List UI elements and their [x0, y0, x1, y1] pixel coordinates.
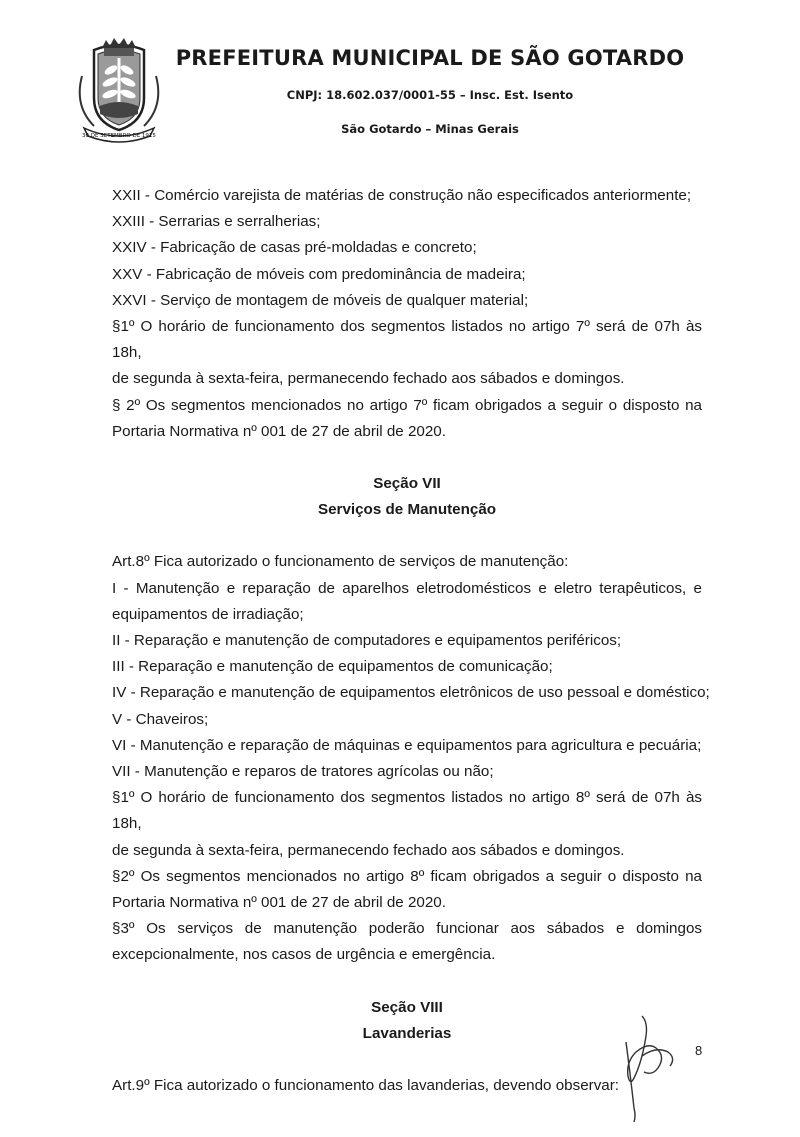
list-item: III - Reparação e manutenção de equipamentos de comunicação; [112, 658, 553, 676]
paragraph-line: de segunda à sexta-feira, permanecendo fechado aos sábados e domingos. [112, 841, 625, 859]
list-item: V - Chaveiros; [112, 710, 209, 728]
paragraph-line: §3º Os serviços de manutenção poderão funcionar aos sábados e domingos [112, 920, 702, 938]
signature-initials-icon [612, 1012, 692, 1124]
list-item: XXIII - Serrarias e serralherias; [112, 213, 321, 231]
section-subtitle: Serviços de Manutenção [317, 501, 497, 519]
page-number: 8 [695, 1043, 703, 1058]
list-item: II - Reparação e manutenção de computadores e equipamentos periféricos; [112, 632, 622, 650]
cnpj-line: CNPJ: 18.602.037/0001-55 – Insc. Est. Isento [286, 88, 574, 102]
section-title: Seção VIII [371, 998, 443, 1016]
paragraph-line: excepcionalmente, nos casos de urgência e emergência. [112, 946, 496, 964]
list-item: equipamentos de irradiação; [112, 605, 304, 623]
list-item: XXVI - Serviço de montagem de móveis de qualquer material; [112, 291, 529, 309]
paragraph-line: § 2º Os segmentos mencionados no artigo 7º ficam obrigados a seguir o disposto na [112, 396, 702, 414]
svg-text:30 DE SETEMBRO DE 1915: 30 DE SETEMBRO DE 1915 [82, 133, 156, 139]
page-title: PREFEITURA MUNICIPAL DE SÃO GOTARDO [175, 46, 685, 70]
paragraph-line: §1º O horário de funcionamento dos segmentos listados no artigo 8º será de 07h às 18h, [112, 789, 702, 833]
paragraph-line: §1º O horário de funcionamento dos segmentos listados no artigo 7º será de 07h às 18h, [112, 318, 702, 362]
section-title: Seção VII [373, 475, 441, 493]
list-item: I - Manutenção e reparação de aparelhos eletrodomésticos e eletro terapêuticos, e [112, 579, 702, 597]
article-intro: Art.8º Fica autorizado o funcionamento de serviços de manutenção: [112, 553, 569, 571]
article-intro: Art.9º Fica autorizado o funcionamento das lavanderias, devendo observar: [112, 1077, 620, 1095]
location-line: São Gotardo – Minas Gerais [341, 122, 519, 136]
paragraph-line: Portaria Normativa nº 001 de 27 de abril de 2020. [112, 422, 446, 440]
list-item: IV - Reparação e manutenção de equipamentos eletrônicos de uso pessoal e doméstico; [112, 684, 710, 702]
paragraph-line: Portaria Normativa nº 001 de 27 de abril de 2020. [112, 894, 446, 912]
list-item: XXIV - Fabricação de casas pré-moldadas e concreto; [112, 239, 477, 257]
section-subtitle: Lavanderias [362, 1024, 452, 1042]
list-item: VI - Manutenção e reparação de máquinas e equipamentos para agricultura e pecuária; [112, 736, 702, 754]
paragraph-line: de segunda à sexta-feira, permanecendo fechado aos sábados e domingos. [112, 370, 625, 388]
document-body [112, 183, 710, 1099]
list-item: XXII - Comércio varejista de matérias de construção não especificados anteriormente; [112, 187, 692, 204]
paragraph-line: §2º Os segmentos mencionados no artigo 8º ficam obrigados a seguir o disposto na [112, 867, 702, 885]
list-item: XXV - Fabricação de móveis com predominância de madeira; [112, 265, 526, 283]
list-item: VII - Manutenção e reparos de tratores agrícolas ou não; [112, 763, 494, 781]
